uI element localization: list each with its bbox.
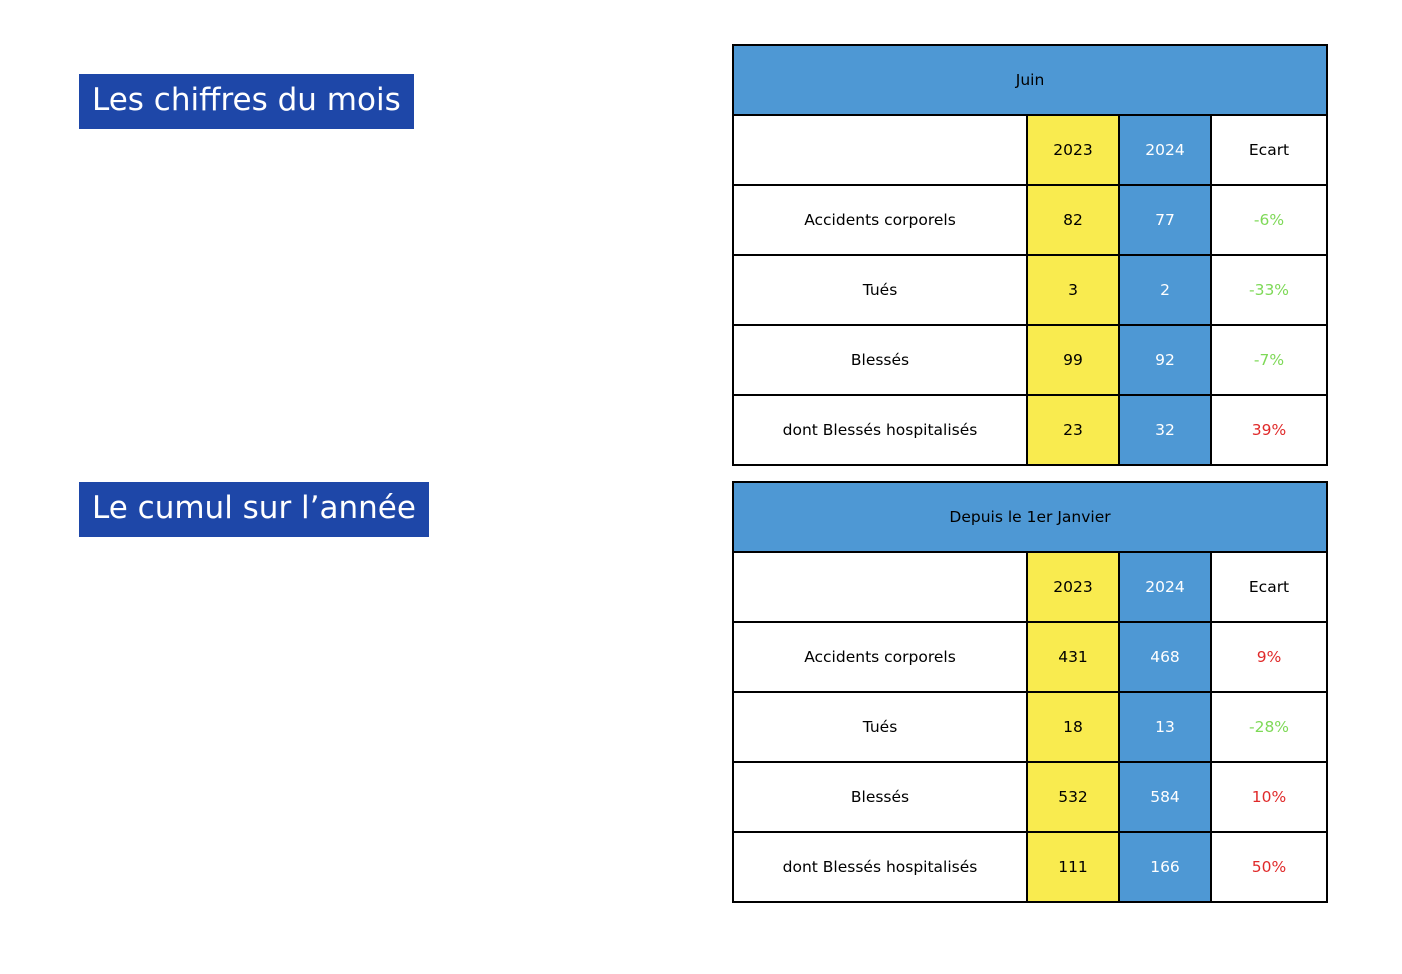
table-title-row bbox=[733, 45, 1327, 115]
value-2024: 32 bbox=[1119, 395, 1211, 465]
value-ecart: 50% bbox=[1211, 832, 1327, 902]
value-ecart: 10% bbox=[1211, 762, 1327, 832]
table-title-row bbox=[733, 482, 1327, 552]
value-2023: 23 bbox=[1027, 395, 1119, 465]
table-row bbox=[733, 692, 1327, 762]
value-2023: 99 bbox=[1027, 325, 1119, 395]
row-label: dont Blessés hospitalisés bbox=[733, 832, 1027, 902]
header-empty-cell bbox=[733, 115, 1027, 185]
value-2024: 468 bbox=[1119, 622, 1211, 692]
table-title: Juin bbox=[733, 45, 1327, 115]
value-2024: 584 bbox=[1119, 762, 1211, 832]
header-2024: 2024 bbox=[1119, 552, 1211, 622]
month-stats-table bbox=[732, 44, 1328, 466]
table-title: Depuis le 1er Janvier bbox=[733, 482, 1327, 552]
header-ecart: Ecart bbox=[1211, 552, 1327, 622]
value-ecart: -6% bbox=[1211, 185, 1327, 255]
value-2023: 532 bbox=[1027, 762, 1119, 832]
value-2024: 92 bbox=[1119, 325, 1211, 395]
row-label: Accidents corporels bbox=[733, 622, 1027, 692]
value-2023: 82 bbox=[1027, 185, 1119, 255]
header-ecart: Ecart bbox=[1211, 115, 1327, 185]
value-2023: 3 bbox=[1027, 255, 1119, 325]
table-row bbox=[733, 185, 1327, 255]
table-row bbox=[733, 832, 1327, 902]
table-header-row bbox=[733, 552, 1327, 622]
row-label: Tués bbox=[733, 255, 1027, 325]
value-2023: 18 bbox=[1027, 692, 1119, 762]
cumul-stats-table bbox=[732, 481, 1328, 903]
table-row bbox=[733, 255, 1327, 325]
table-row bbox=[733, 395, 1327, 465]
value-2024: 2 bbox=[1119, 255, 1211, 325]
header-2023: 2023 bbox=[1027, 115, 1119, 185]
value-ecart: -7% bbox=[1211, 325, 1327, 395]
header-empty-cell bbox=[733, 552, 1027, 622]
value-2023: 111 bbox=[1027, 832, 1119, 902]
row-label: Blessés bbox=[733, 762, 1027, 832]
table-row bbox=[733, 622, 1327, 692]
row-label: Accidents corporels bbox=[733, 185, 1027, 255]
row-label: dont Blessés hospitalisés bbox=[733, 395, 1027, 465]
table-row bbox=[733, 762, 1327, 832]
table-row bbox=[733, 325, 1327, 395]
value-2024: 166 bbox=[1119, 832, 1211, 902]
value-ecart: -28% bbox=[1211, 692, 1327, 762]
table-header-row bbox=[733, 115, 1327, 185]
value-2023: 431 bbox=[1027, 622, 1119, 692]
cumul-section-label: Le cumul sur l’année bbox=[79, 482, 429, 537]
row-label: Tués bbox=[733, 692, 1027, 762]
row-label: Blessés bbox=[733, 325, 1027, 395]
value-2024: 77 bbox=[1119, 185, 1211, 255]
value-ecart: 39% bbox=[1211, 395, 1327, 465]
value-2024: 13 bbox=[1119, 692, 1211, 762]
value-ecart: 9% bbox=[1211, 622, 1327, 692]
header-2024: 2024 bbox=[1119, 115, 1211, 185]
value-ecart: -33% bbox=[1211, 255, 1327, 325]
header-2023: 2023 bbox=[1027, 552, 1119, 622]
month-section-label: Les chiffres du mois bbox=[79, 74, 414, 129]
